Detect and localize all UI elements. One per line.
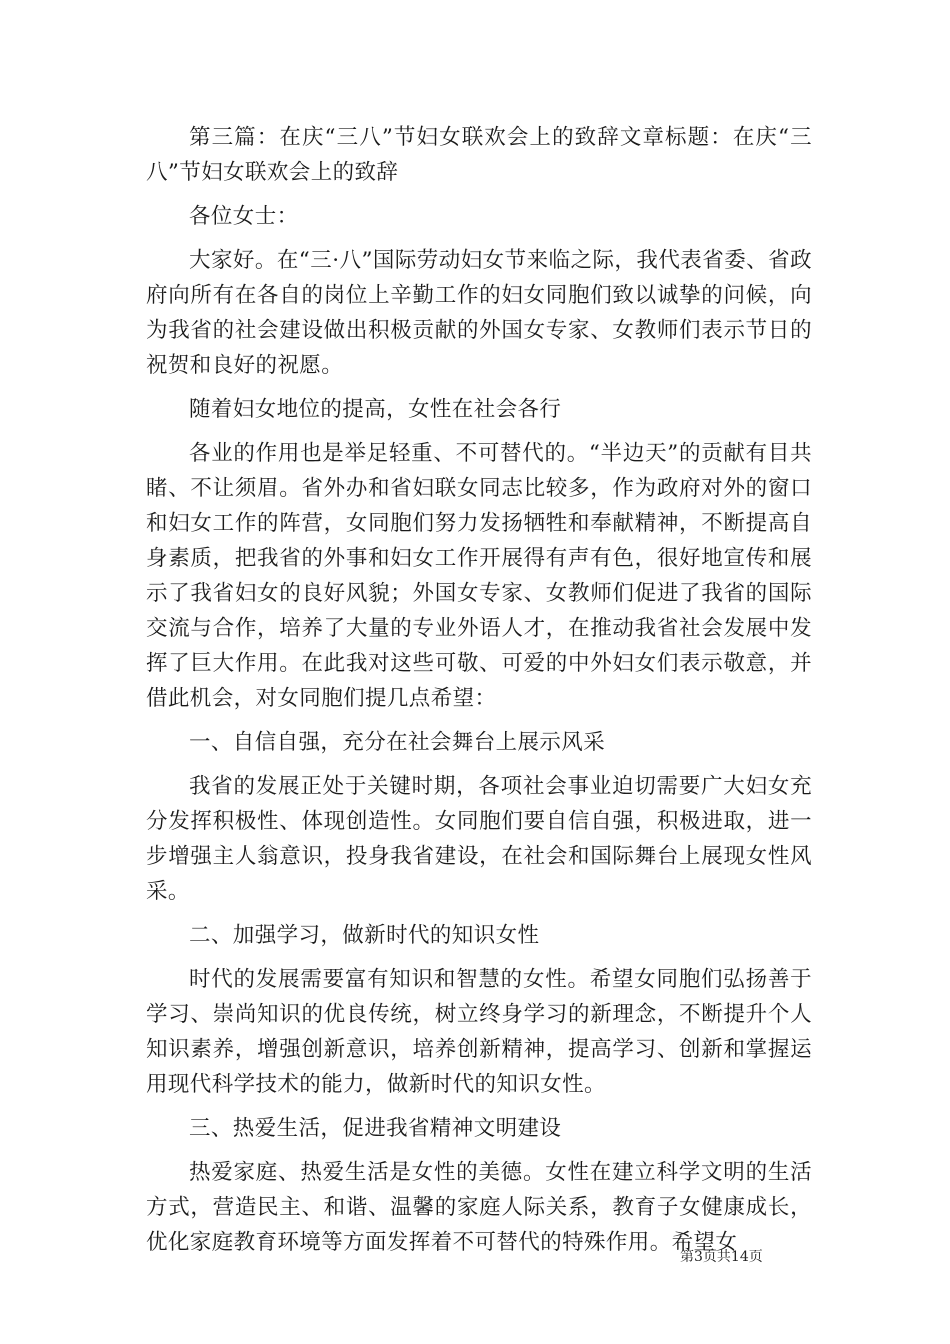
body-paragraph: 我省的发展正处于关键时期，各项社会事业迫切需要广大妇女充分发挥积极性、体现创造性。女同胞们要自信自强，积极进取，进一步增强主人翁意识，投身我省建设，在社会和国际舞台上展现女性风采。 — [146, 774, 812, 904]
body-paragraph: 热爱家庭、热爱生活是女性的美德。女性在建立科学文明的生活方式，营造民主、和谐、温馨的家庭人际关系，教育子女健康成长，优化家庭教育环境等方面发挥着不可替代的特殊作用。希望女 — [146, 1160, 812, 1255]
document-title-paragraph: 第三篇：在庆“三八”节妇女联欢会上的致辞文章标题：在庆“三八”节妇女联欢会上的致辞 — [146, 125, 812, 185]
document-body — [146, 120, 812, 1269]
body-paragraph: 大家好。在“三·八”国际劳动妇女节来临之际，我代表省委、省政府向所有在各自的岗位上辛勤工作的妇女同胞们致以诚挚的问候，向为我省的社会建设做出积极贡献的外国女专家、女教师们表示节日的祝贺和良好的祝愿。 — [146, 248, 812, 378]
body-paragraph: 随着妇女地位的提高，女性在社会各行 — [189, 397, 562, 422]
body-paragraph: 时代的发展需要富有知识和智慧的女性。希望女同胞们弘扬善于学习、崇尚知识的优良传统，树立终身学习的新理念，不断提升个人知识素养，增强创新意识，培养创新精神，提高学习、创新和掌握运用现代科学技术的能力，做新时代的知识女性。 — [146, 967, 812, 1097]
salutation-paragraph: 各位女士： — [189, 204, 299, 229]
section-heading: 三、热爱生活，促进我省精神文明建设 — [189, 1116, 562, 1141]
page-number-footer: 第3页共14页 — [680, 1249, 763, 1265]
section-heading: 一、自信自强，充分在社会舞台上展示风采 — [189, 730, 606, 755]
body-paragraph: 各业的作用也是举足轻重、不可替代的。“半边天”的贡献有目共睹、不让须眉。省外办和省妇联女同志比较多，作为政府对外的窗口和妇女工作的阵营，女同胞们努力发扬牺牲和奉献精神，不断提高自身素质，把我省的外事和妇女工作开展得有声有色，很好地宣传和展示了我省妇女的良好风貌；外国女专家、女教师们促进了我省的国际交流与合作，培养了大量的专业外语人才，在推动我省社会发展中发挥了巨大作用。在此我对这些可敬、可爱的中外妇女们表示敬意，并借此机会，对女同胞们提几点希望： — [146, 441, 812, 711]
section-heading: 二、加强学习，做新时代的知识女性 — [189, 923, 540, 948]
